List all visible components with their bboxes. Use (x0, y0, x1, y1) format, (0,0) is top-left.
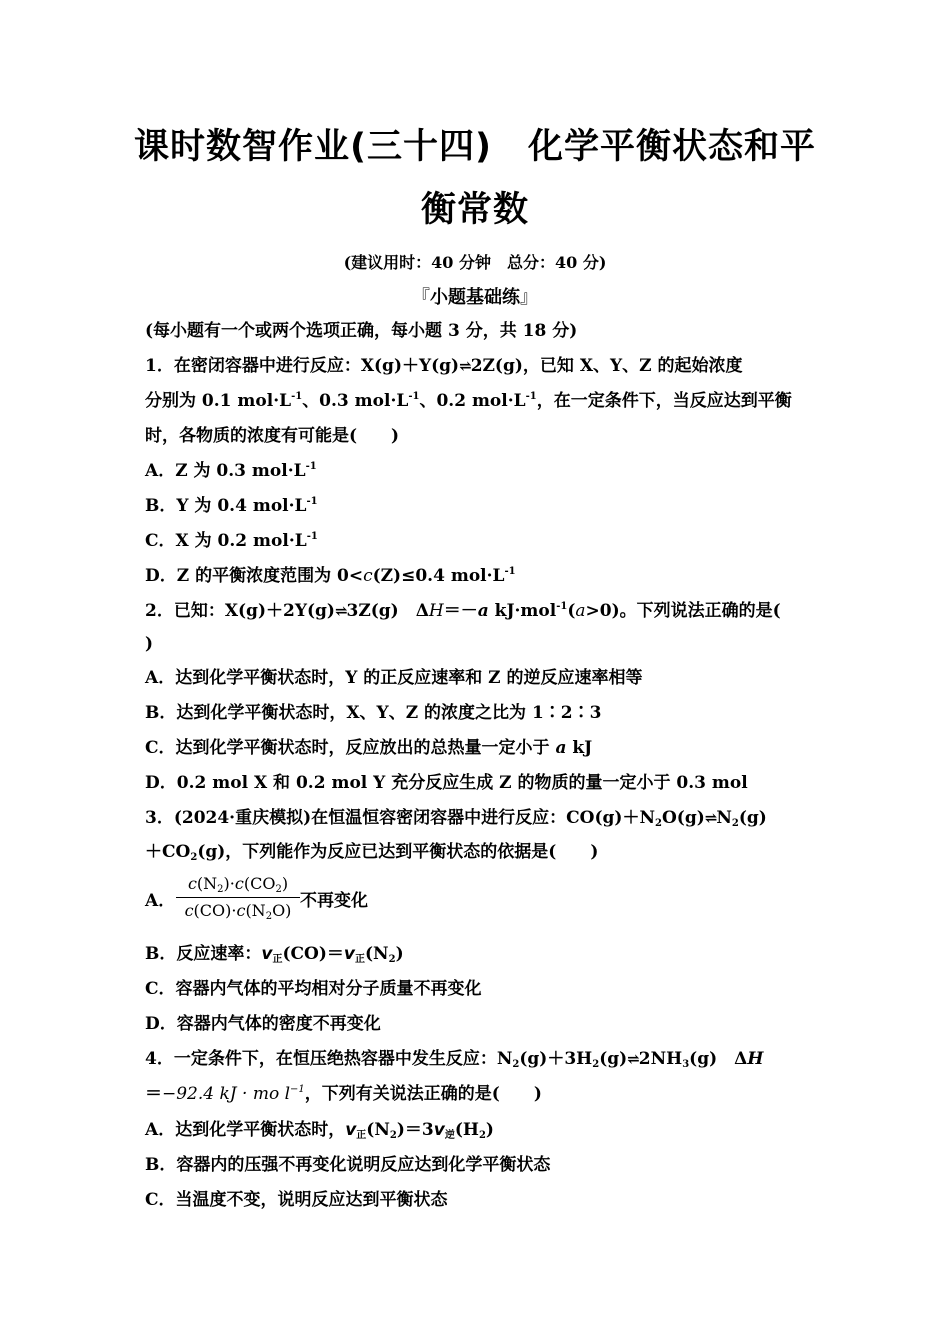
q4-option-a: A．达到化学平衡状态时，$v_正(N_2)=3v_逆(H_2)$ (145, 1120, 494, 1141)
q3-option-d: D．容器内气体的密度不再变化 (145, 1014, 381, 1034)
equilibrium-arrow-icon: ⇌ (704, 809, 717, 827)
q4-stem-line2: ＝−92.4 kJ · mo $l^{-1}$，下列有关说法正确的是( ) (145, 1084, 542, 1104)
fraction-denominator: $c(CO)\cdot c(N_2O)$ (184, 901, 292, 922)
fraction-numerator: $c(N_2)\cdot c(CO_2)$ (187, 874, 289, 895)
q1-stem-line1: 1．在密闭容器中进行反应：X(g)＋Y(g)⇌2Z(g)，已知 X、Y、Z 的起始浓度 (145, 356, 743, 376)
q3-option-a-label: A． (145, 891, 176, 911)
q4-stem-line1: 4．一定条件下，在恒压绝热容器中发生反应：$N_2(g)+3H_2(g)\rightleftharpoons 2NH_3(g)$ ΔH (145, 1049, 764, 1070)
page-title-line1: 课时数智作业(三十四) 化学平衡状态和平 (134, 127, 816, 167)
equilibrium-arrow-icon: ⇌ (459, 357, 471, 375)
page-title-line2: 衡常数 (420, 190, 529, 230)
q4-option-c: C．当温度不变，说明反应达到平衡状态 (145, 1190, 448, 1210)
q2-option-c: C．达到化学平衡状态时，反应放出的总热量一定小于 a kJ (145, 738, 593, 758)
equilibrium-arrow-icon: ⇌ (334, 602, 347, 620)
time-score-info: (建议用时：40 分钟 总分：40 分) (343, 253, 607, 272)
q1-option-b: B．Y 为 0.4 $mol\cdot L^{-1}$ (145, 496, 318, 516)
q3-stem-line1: 3．(2024·重庆模拟)在恒温恒容密闭容器中进行反应：$CO(g)+N_2O(g)\rightleftharpoons N_2(g)$ (145, 808, 767, 829)
q3-option-c: C．容器内气体的平均相对分子质量不再变化 (145, 979, 482, 999)
q3-option-b: B．反应速率：$v_正(CO)=v_正(N_2)$ (145, 944, 404, 965)
section-heading: 『小题基础练』 (412, 287, 538, 308)
q2-stem-line2: ) (145, 634, 154, 654)
q2-option-d: D．0.2 mol X 和 0.2 mol Y 充分反应生成 Z 的物质的量一定小于 0.3 mol (145, 773, 748, 793)
q3-stem-line2: $+CO_2(g)$，下列能作为反应已达到平衡状态的依据是( ) (145, 842, 599, 863)
q1-stem-line2: 分别为 0.1 $mol\cdot L^{-1}$、0.3 $mol\cdot L^{-1}$、0.2 $mol\cdot L^{-1}$，在一定条件下，当反应达到平衡 (145, 391, 792, 411)
instruction-text: (每小题有一个或两个选项正确，每小题 3 分，共 18 分) (145, 321, 578, 341)
equilibrium-arrow-icon: ⇌ (627, 1050, 639, 1068)
q4-option-b: B．容器内的压强不再变化说明反应达到化学平衡状态 (145, 1155, 551, 1175)
q1-option-d: D．Z 的平衡浓度范围为 0<c(Z)≤0.4 $mol\cdot L^{-1}$ (145, 566, 516, 586)
q3-option-a-text: 不再变化 (300, 891, 368, 911)
q2-option-b: B．达到化学平衡状态时，X、Y、Z 的浓度之比为 1∶2∶3 (145, 703, 602, 723)
q1-stem-line3: 时，各物质的浓度有可能是( ) (145, 426, 400, 446)
q2-option-a: A．达到化学平衡状态时，Y 的正反应速率和 Z 的逆反应速率相等 (145, 668, 643, 688)
q1-option-c: C．X 为 0.2 $mol\cdot L^{-1}$ (145, 531, 318, 551)
q3-option-a-fraction (176, 872, 300, 923)
q1-option-a: A．Z 为 0.3 $mol\cdot L^{-1}$ (145, 461, 317, 481)
fraction-bar (176, 897, 300, 898)
q2-stem-line1: 2．已知：X(g)＋2Y(g)⇌3Z(g) ΔH＝－a kJ·mol$^{-1}$(a>0)。下列说法正确的是( (145, 601, 781, 621)
